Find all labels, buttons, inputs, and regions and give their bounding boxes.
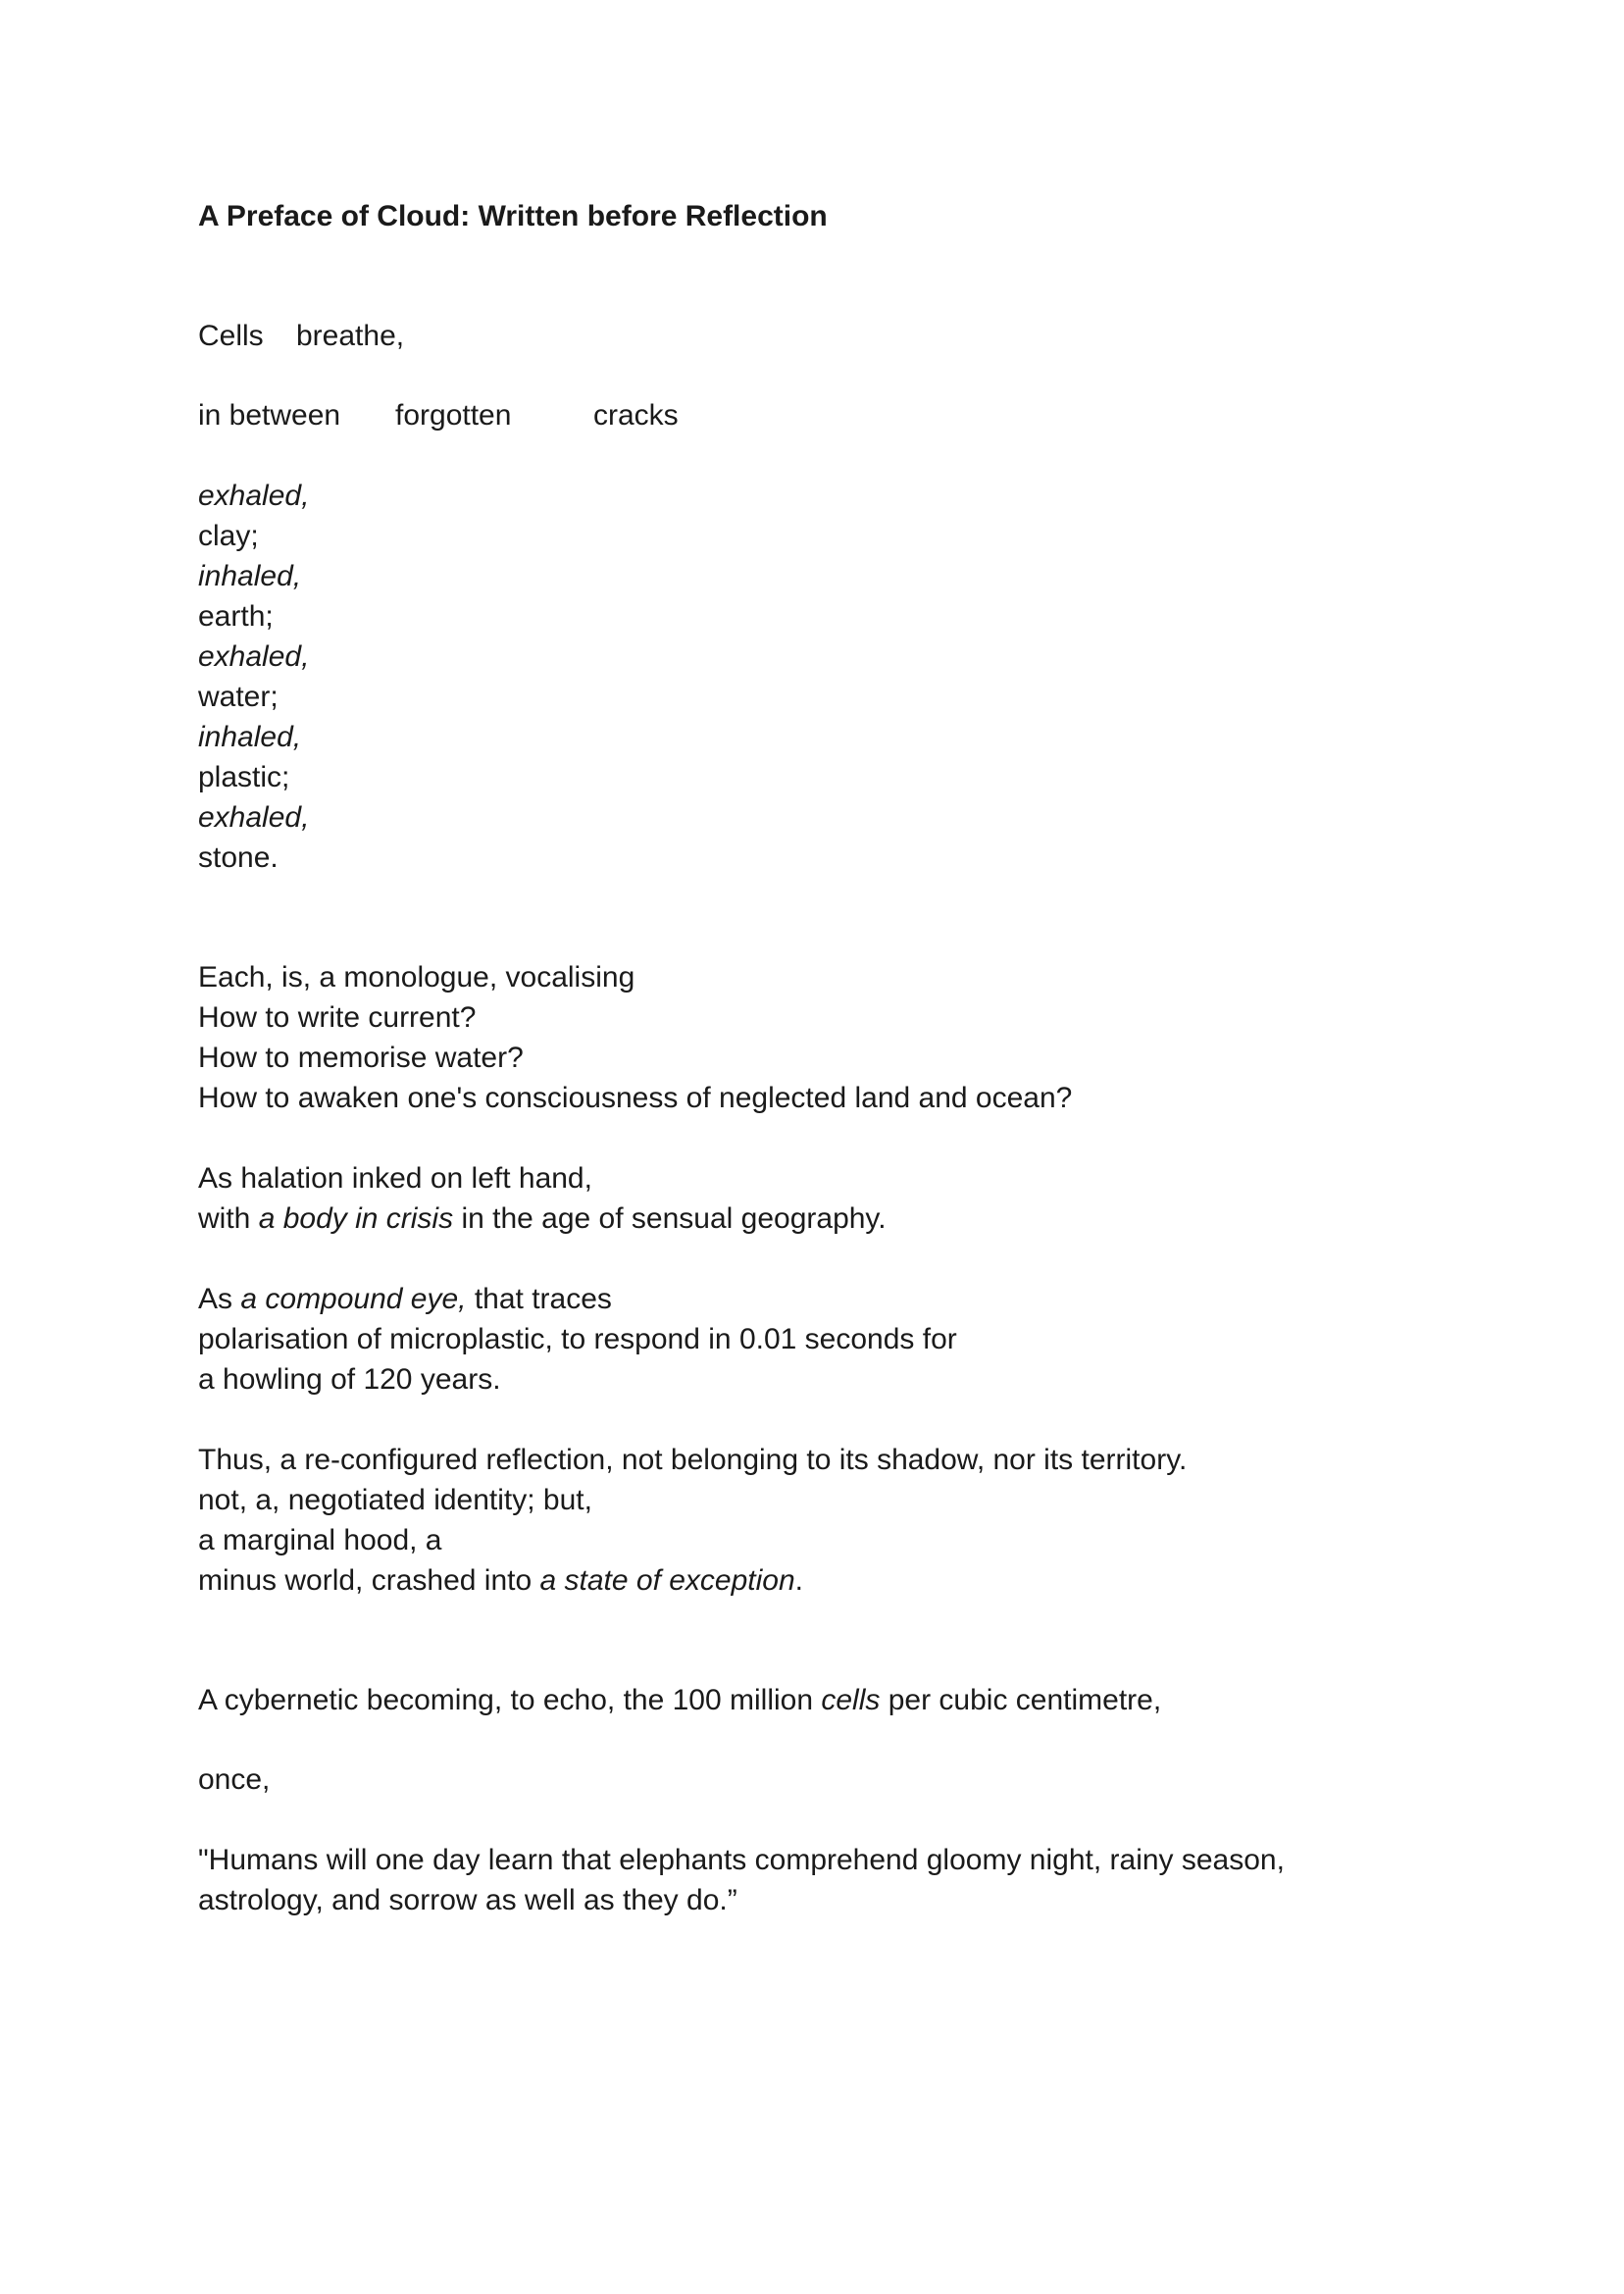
text-segment: with [198,1202,259,1235]
breath-line: water; [198,681,279,713]
italic-phrase: a compound eye, [240,1283,467,1315]
poem-line: Each, is, a monologue, vocalising [198,961,635,994]
italic-phrase: a body in crisis [258,1202,454,1235]
breath-line: exhaled, [198,801,310,834]
italic-phrase: a state of exception [539,1564,795,1597]
text-segment: . [794,1564,804,1597]
breath-line: plastic; [198,761,290,793]
poem-line-once: once, [198,1763,271,1796]
breath-line: exhaled, [198,480,310,512]
word-breathe: breathe, [296,320,405,352]
breath-line: exhaled, [198,640,310,673]
italic-phrase: cells [821,1684,881,1716]
poem-title: A Preface of Cloud: Written before Reflection [198,200,828,232]
poem-line: How to memorise water? [198,1042,524,1074]
breath-line: inhaled, [198,721,302,753]
text-segment: minus world, crashed into [198,1564,540,1597]
poem-line: a howling of 120 years. [198,1363,501,1396]
quote-line: astrology, and sorrow as well as they do.” [198,1884,737,1916]
breath-line: inhaled, [198,560,302,592]
poem-line: How to write current? [198,1001,477,1034]
breath-line: earth; [198,600,274,633]
poem-line: a marginal hood, a [198,1524,442,1556]
text-segment: that traces [466,1283,612,1315]
text-segment: per cubic centimetre, [880,1684,1162,1716]
poem-line [198,1279,612,1319]
text-segment: A cybernetic becoming, to echo, the 100 million [198,1684,822,1716]
poem-line [198,1560,803,1601]
quote-line: "Humans will one day learn that elephants comprehend gloomy night, rainy season, [198,1844,1285,1876]
text-segment: in the age of sensual geography. [453,1202,887,1235]
word-cracks: cracks [593,399,679,432]
word-in-between: in between [198,399,341,432]
poem-line: not, a, negotiated identity; but, [198,1484,592,1516]
word-forgotten: forgotten [395,399,512,432]
breath-line: clay; [198,520,259,552]
poem-line: As halation inked on left hand, [198,1162,592,1195]
word-cells: Cells [198,320,264,352]
poem-line [198,1198,887,1239]
breath-line: stone. [198,841,279,874]
poem-line: polarisation of microplastic, to respond in 0.01 seconds for [198,1323,957,1355]
poem-line: Thus, a re-configured reflection, not belonging to its shadow, nor its territory. [198,1444,1188,1476]
poem-line [198,1680,1161,1720]
poem-line: How to awaken one's consciousness of neglected land and ocean? [198,1082,1073,1114]
text-segment: As [198,1283,241,1315]
